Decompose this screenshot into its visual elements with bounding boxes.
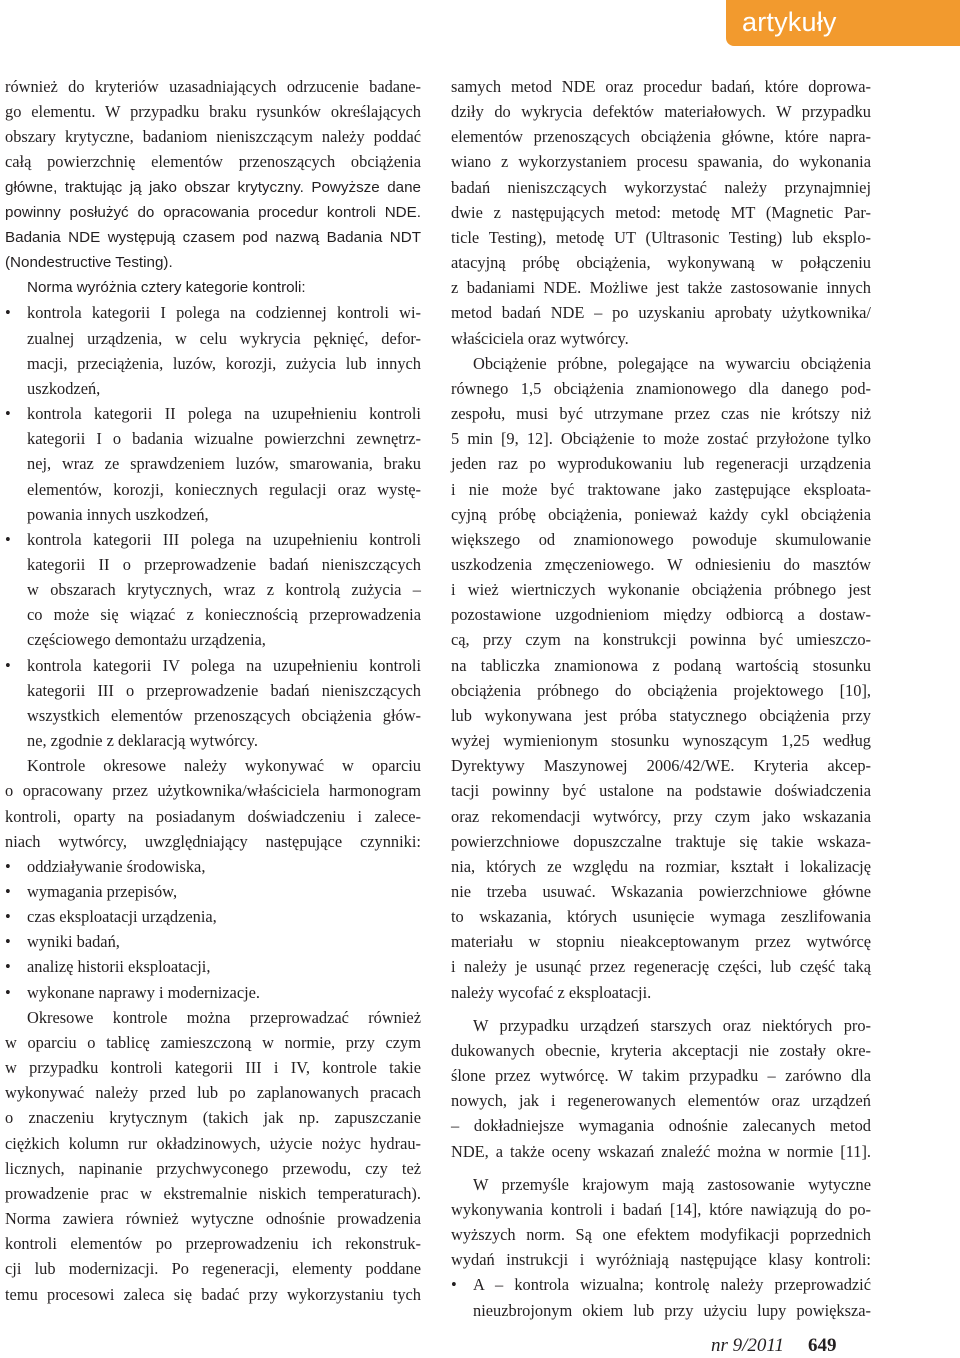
line-text: powinny posłużyć do opracowania procedur kontroli NDE. [5,203,421,221]
text-line [5,124,421,149]
bullet-icon: • [5,882,11,901]
text-line [451,426,871,451]
text-line [451,99,871,124]
text-line [5,577,421,602]
text-line [451,451,871,476]
line-text: uszkodzenia zmęczeniowego. W odniesieniu do masztów [451,554,871,574]
text-line [451,854,871,879]
line-text: elementów, korozji, koniecznych regulacji oraz wystę- [27,479,421,499]
line-text: dziły do wykrycia defektów materiałowych. W przypadku [451,102,871,122]
text-line [5,1206,421,1231]
line-text: badań nieniszczących wykorzystać należy przynajmniej [451,177,871,197]
line-text: czas eksploatacji urządzenia, [27,907,217,927]
line-text: również do kryteriów uzasadniających odrzucenie badane- [5,77,421,96]
line-text: kategorii III o przeprowadzenie badań nieniszczących [27,680,421,700]
text-line [5,175,421,200]
text-line [5,426,421,451]
line-text: nieuzbrojonym okiem lub przy użyciu lupy powiększa- [473,1300,871,1320]
line-text: oraz rekomendacji wytwórcy, przy czym jako wskazania [451,806,871,826]
text-line [5,527,421,552]
line-text: Kontrole okresowe należy wykonywać w oparciu [27,756,421,776]
line-text: w obszarach krytycznych, wraz z kontrolą zużycia – [27,580,421,600]
text-line [451,703,871,728]
line-text: Obciążenie próbne, polegające na wywarciu obciążenia [473,353,871,373]
text-line [451,351,871,376]
text-line [451,502,871,527]
line-text: obszary krytyczne, badaniom nieniszczącym należy poddać [5,127,421,147]
text-line [451,804,871,829]
line-text: 5 min [9, 12]. Obciążenie to może zostać przyłożone tylko [451,429,871,449]
bullet-icon: • [5,957,11,977]
issue-number: nr 9/2011 [711,1335,785,1356]
text-line [451,527,871,552]
text-line [451,552,871,577]
line-text: nia, których ze względu na rozmiar, kształt i lokalizację [451,856,871,876]
line-text: ticle Testing), metodę UT (Ultrasonic Testing) lub eksplo- [451,227,871,247]
line-text: wymagania przepisów, [27,882,178,901]
line-text: analizę historii eksploatacji, [27,957,211,977]
text-line [451,1172,871,1197]
line-text: kategorii II o przeprowadzenie badań nieniszczących [27,554,421,574]
line-text: Norma wyróżnia cztery kategorie kontroli: [27,279,306,297]
text-line [451,904,871,929]
line-text: prowadzenie prac w ekstremalnie niskich temperaturach). [5,1183,421,1203]
text-line [451,577,871,602]
line-text: (Nondestructive Testing). [5,254,173,272]
text-line [5,854,421,879]
text-line [5,552,421,577]
line-text: i nie może być traktowane jako zastępujące eksploata- [451,479,871,499]
text-line [5,300,421,325]
line-text: kontrola kategorii IV polega na uzupełnieniu kontroli [27,655,421,675]
bullet-icon: • [5,303,11,323]
text-line [451,627,871,652]
text-line [5,477,421,502]
text-line [451,1139,871,1164]
line-text: tacji powinny być ustalone na podstawie doświadczenia [451,781,871,801]
text-line [5,1156,421,1181]
line-text: równego 1,5 obciążenia znamionowego dla danego pod- [451,378,871,398]
line-text: nowych, jak i regenerowanych elementów oraz urządzeń [451,1091,871,1111]
text-line [5,74,421,99]
line-text: kontrola kategorii I polega na codziennej kontroli wi- [27,303,421,323]
line-text: samych metod NDE oraz procedur badań, które doprowa- [451,77,871,96]
line-text: Norma zawiera również wytyczne odnośnie prowadzenia [5,1209,421,1229]
line-text: nej, wraz ze sprawdzeniem luzów, smarowania, braku [27,454,421,474]
text-line [451,1197,871,1222]
text-line [451,829,871,854]
line-text: wykonywania kontroli i badań [14], które nawiązują do po- [451,1199,871,1219]
line-text: NDE, a także oceny wskazań znaleźć można w normie [11]. [451,1141,871,1161]
text-line [451,602,871,627]
text-line [451,929,871,954]
line-text: macji, przeciążenia, luzów, korozji, zużycia lub innych [27,353,421,373]
line-text: oddziaływanie środowiska, [27,856,206,876]
text-line [451,250,871,275]
text-line [5,678,421,703]
line-text: dukowanych obecnie, kryteria akceptacji nie zostały okre- [451,1040,871,1060]
text-line [451,200,871,225]
line-text: całą powierzchnię elementów przenoszących obciążenia [5,152,421,172]
line-text: A – kontrola wizualna; kontrolę należy przeprowadzić [473,1275,871,1295]
text-line [5,804,421,829]
text-line [451,1113,871,1138]
line-text: właściciela oraz wytwórcy. [451,328,629,348]
line-text: większego od znamionowego powoduje skumulowanie [451,529,871,549]
text-line [5,904,421,929]
line-text: W przypadku urządzeń starszych oraz niektórych pro- [473,1015,871,1035]
text-line [5,753,421,778]
text-line [451,1063,871,1088]
line-text: lub wykonywana jest próba statycznego obciążenia przy [451,705,871,725]
text-line [5,1005,421,1030]
line-text: obciążenia próbnego do obciążenia projektowego [10], [451,680,871,700]
text-line [5,653,421,678]
text-line [451,401,871,426]
line-text: temu procesowi zaleca się badać przy wykorzystaniu tych [5,1284,421,1304]
text-line [451,728,871,753]
line-text: o znaczeniu krytycznym (takich jak np. zapuszczanie [5,1108,421,1128]
text-line [5,376,421,401]
text-line [451,175,871,200]
left-text-column [5,74,421,1307]
line-text: materiału w stopniu nieakceptowanym przez wytwórcę [451,932,871,952]
text-line [5,703,421,728]
text-line [5,1282,421,1307]
text-line [5,778,421,803]
line-text: w przypadku kontroli kategorii III i IV, kontrole takie [5,1058,421,1078]
line-text: należy wycofać z eksploatacji. [451,982,652,1002]
text-line [451,879,871,904]
bullet-icon: • [5,404,11,424]
text-line [5,250,421,275]
line-text: częściowego demontażu urządzenia, [27,630,266,650]
text-line [5,602,421,627]
text-line [5,728,421,753]
text-line [5,451,421,476]
line-text: licznych, napinanie przychwyconego przewodu, czy też [5,1158,421,1178]
bullet-icon: • [5,907,11,927]
text-line [5,351,421,376]
text-line [451,74,871,99]
line-text: kontroli elementów po przeprowadzeniu ich rekonstruk- [5,1234,421,1254]
text-line [5,1055,421,1080]
text-line [5,1030,421,1055]
text-line [451,753,871,778]
text-line [5,980,421,1005]
section-label: artykuły [742,7,837,37]
line-text: wszystkich elementów przenoszących obciążenia głów- [27,705,421,725]
line-text: ciężkich kolumn rur okładzinowych, użycie nożyc hydrau- [5,1133,421,1153]
line-text: wyniki badań, [27,932,120,952]
text-line [5,929,421,954]
bullet-icon: • [5,932,11,952]
bullet-icon: • [5,529,11,549]
line-text: to wskazania, których usunięcie wymaga zeszlifowania [451,907,871,927]
line-text: elementów przenoszących obciążenia główne, które napra- [451,127,871,147]
section-tab [726,0,960,46]
text-line [451,225,871,250]
line-text: główne, traktując ją jako obszar krytyczny. Powyższe dane [5,178,421,196]
line-text: wydań instrukcji i wyróżniają następujące klasy kontroli: [451,1250,871,1270]
text-line [451,149,871,174]
line-text: ślone przez wytwórcę. W takim przypadku – zarówno dla [451,1066,871,1086]
text-line [5,200,421,225]
line-text: wykonane naprawy i modernizacje. [27,982,261,1002]
text-line [5,627,421,652]
text-line [5,326,421,351]
text-line [5,1231,421,1256]
text-line [5,401,421,426]
bullet-icon: • [451,1275,457,1295]
text-line [5,1131,421,1156]
line-text: na tabliczka znamionowa z podaną wartością stosunku [451,655,871,675]
right-text-column [451,74,871,1323]
text-line [451,1222,871,1247]
line-text: zualnej urządzenia, w celu wykrycia pęknięć, defor- [27,328,421,348]
line-text: zespołu, musi być utrzymane przez czas nie krótszy niż [451,404,871,424]
text-line [5,149,421,174]
line-text: dwie z następujących metod: metodę MT (Magnetic Par- [451,202,871,222]
text-line [451,980,871,1005]
line-text: Dyrektywy Maszynowej 2006/42/WE. Kryteria akcep- [451,756,871,776]
line-text: Badania NDE występują czasem pod nazwą Badania NDT [5,228,421,246]
text-line [451,477,871,502]
line-text: cyjną próbę obciążenia, ponieważ każdy cykl obciążenia [451,504,871,524]
line-text: wykonywać należy przed lub po zaplanowanych pracach [5,1083,421,1103]
line-text: go elementu. W przypadku braku rysunków określających [5,102,421,122]
text-line [5,1080,421,1105]
line-text: ne, zgodnie z deklaracją wytwórcy. [27,731,259,751]
line-text: kontrola kategorii II polega na uzupełnieniu kontroli [27,404,421,424]
text-line [5,954,421,979]
line-text: cą, przy czym na konstrukcji powinna być umieszczo- [451,630,871,650]
line-text: wiano z wykorzystaniem procesu spawania, do wykonania [451,152,871,172]
line-text: z badaniami NDE. Możliwe jest także zastosowanie innych [451,278,871,298]
text-line [451,1013,871,1038]
line-text: powania innych uszkodzeń, [27,504,209,524]
text-line [451,326,871,351]
line-text: co może się wiązać z koniecznością przeprowadzenia [27,605,421,625]
line-text: o opracowany przez użytkownika/właściciela harmonogram [5,781,421,801]
text-line [451,653,871,678]
line-text: atacyjną próbę obciążenia, wykonywaną w połączeniu [451,253,871,273]
line-text: metod badań NDE – po uzyskaniu aprobaty użytkownika/ [451,303,871,323]
line-text: kategorii I o badania wizualne powierzchni zewnętrz- [27,429,421,449]
text-line [5,1256,421,1281]
line-text: kontroli, oparty na posiadanym doświadczeniu i zalece- [5,806,421,826]
line-text: powierzchniowe dopuszczalne traktuje się takie wskaza- [451,831,871,851]
line-text: i wież wiertniczych wykonanie obciążenia próbnego jest [451,580,871,600]
line-text: cji lub modernizacji. Po regeneracji, elementy poddane [5,1259,421,1279]
text-line [451,1038,871,1063]
line-text: – dokładniejsze wymagania odnośnie zalecanych metod [451,1116,871,1136]
text-line [5,879,421,904]
bullet-icon: • [5,856,11,876]
line-text: kontrola kategorii III polega na uzupełnieniu kontroli [27,529,421,549]
text-line [5,502,421,527]
text-line [451,1298,871,1323]
line-text: wyżej wymienionym stosunku wynoszącym 1,25 według [451,731,871,751]
text-line [5,829,421,854]
text-line [451,275,871,300]
text-line [5,275,421,300]
line-text: i należy je usunąć przez regenerację części, lub część taką [451,957,871,977]
line-text: uszkodzeń, [27,378,101,398]
text-line [5,99,421,124]
page-footer [711,1334,837,1358]
bullet-icon: • [5,655,11,675]
text-line [451,778,871,803]
text-line [451,124,871,149]
text-line [451,678,871,703]
line-text: Okresowe kontrole można przeprowadzać również [27,1007,421,1027]
line-text: pozostawione uzgodnieniom między odbiorcą a dostaw- [451,605,871,625]
line-text: wyższych norm. Są one efektem modyfikacji poprzednich [451,1225,871,1245]
text-line [451,376,871,401]
line-text: niach wytwórcy, uwzględniający następujące czynniki: [5,831,421,851]
text-line [451,1088,871,1113]
line-text: nie trzeba usuwać. Wskazania powierzchniowe główne [451,882,871,901]
text-line [451,1247,871,1272]
line-text: jeden raz po wyprodukowaniu lub regeneracji urządzenia [451,454,871,474]
text-line [451,1272,871,1297]
text-line [451,300,871,325]
text-line [451,954,871,979]
text-line [5,225,421,250]
text-line [5,1105,421,1130]
bullet-icon: • [5,982,11,1002]
line-text: w oparciu o tablicę zamieszczoną w normie, przy czym [5,1032,421,1052]
page-number: 649 [808,1335,837,1356]
text-line [5,1181,421,1206]
line-text: W przemyśle krajowym mają zastosowanie wytyczne [473,1174,871,1194]
